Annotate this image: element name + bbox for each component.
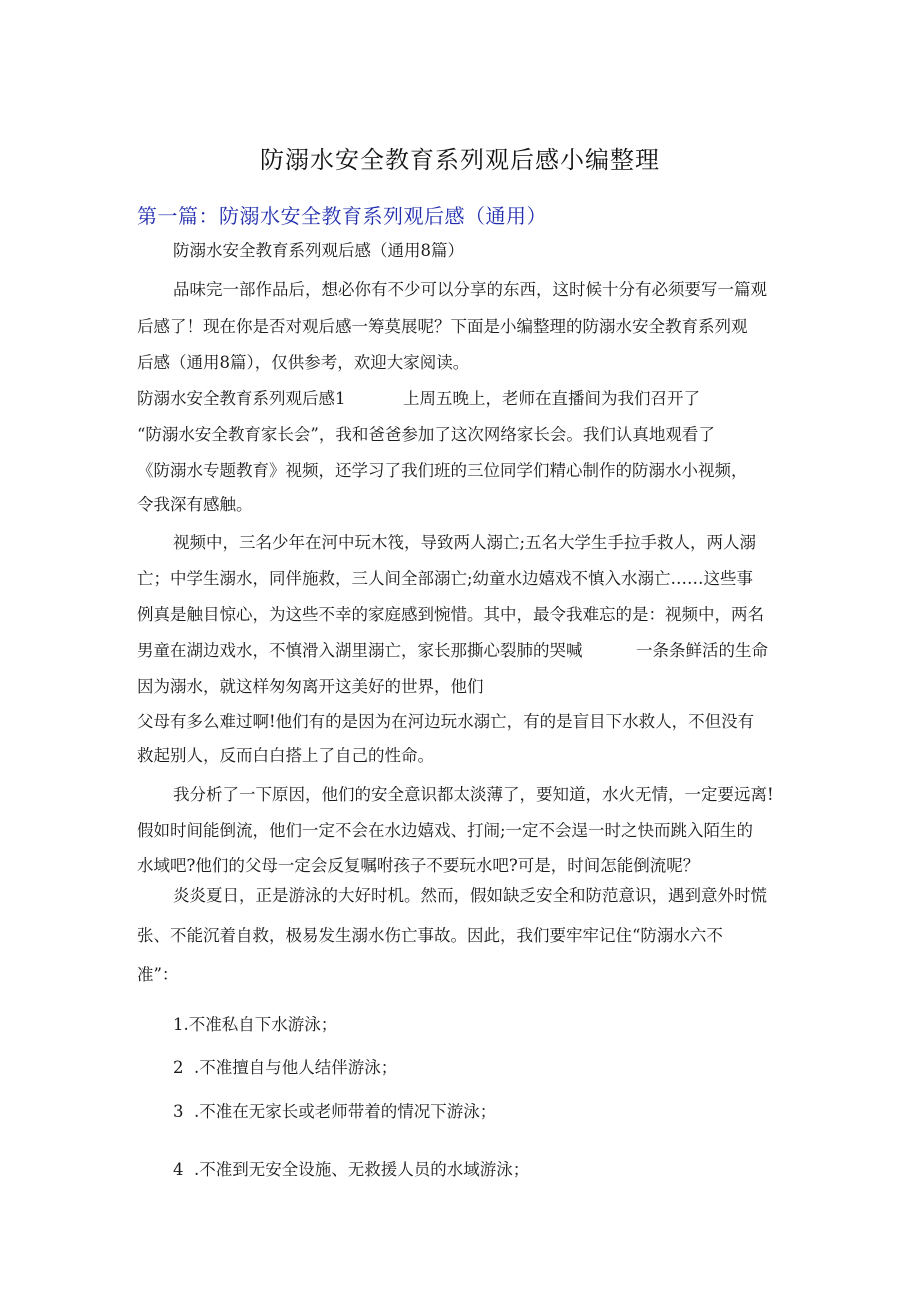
paragraph-line: 例真是触目惊心，为这些不幸的家庭感到惋惜。其中，最令我难忘的是：视频中，两名 — [137, 605, 764, 624]
section-heading: 第一篇：防溺水安全教育系列观后感（通用） — [137, 204, 547, 228]
paragraph-line: 防溺水安全教育系列观后感1 — [137, 389, 346, 408]
paragraph-line: 令我深有感触。 — [137, 495, 253, 514]
paragraph-line: 因为溺水，就这样匆匆离开这美好的世界，他们 — [137, 677, 484, 696]
paragraph-line: 品味完一部作品后，想必你有不少可以分享的东西，这时候十分有必须要写一篇观 — [173, 280, 767, 299]
paragraph-line: 视频中，三名少年在河中玩木筏，导致两人溺亡;五名大学生手拉手救人，两人溺 — [173, 533, 757, 552]
paragraph-line: 男童在湖边戏水，不慎滑入湖里溺亡，家长那撕心裂肺的哭喊 — [137, 641, 583, 660]
rule-item: 3 .不准在无家长或老师带着的情况下游泳； — [173, 1102, 497, 1121]
paragraph-line: 上周五晚上，老师在直播间为我们召开了 — [403, 389, 700, 408]
paragraph-line: 父母有多么难过啊!他们有的是因为在河边玩水溺亡，有的是盲目下水救人，不但没有 — [137, 712, 755, 731]
paragraph-line: 后感（通用8篇），仅供参考，欢迎大家阅读。 — [137, 353, 470, 372]
subtitle: 防溺水安全教育系列观后感（通用8篇） — [173, 241, 464, 260]
paragraph-line: 炎炎夏日，正是游泳的大好时机。然而，假如缺乏安全和防范意识，遇到意外时慌 — [173, 886, 767, 905]
paragraph-line: 救起别人，反而白白搭上了自己的性命。 — [137, 746, 434, 765]
paragraph-line: 假如时间能倒流，他们一定不会在水边嬉戏、打闹;一定不会逞一时之快而跳入陌生的 — [137, 821, 754, 840]
paragraph-line: 后感了！现在你是否对观后感一筹莫展呢？下面是小编整理的防溺水安全教育系列观 — [137, 317, 748, 336]
paragraph-line: 准”： — [137, 965, 179, 984]
paragraph-line: 亡；中学生溺水，同伴施救，三人间全部溺亡;幼童水边嬉戏不慎入水溺亡……这些事 — [137, 569, 754, 588]
document-title: 防溺水安全教育系列观后感小编整理 — [260, 146, 660, 174]
rule-item: 1.不准私自下水游泳； — [173, 1015, 338, 1034]
paragraph-line: “防溺水安全教育家长会”，我和爸爸参加了这次网络家长会。我们认真地观看了 — [137, 425, 715, 444]
rule-item: 2 .不准擅自与他人结伴游泳； — [173, 1058, 398, 1077]
paragraph-line: 张、不能沉着自救，极易发生溺水伤亡事故。因此，我们要牢牢记住“防溺水六不 — [137, 926, 723, 945]
paragraph-line: 《防溺水专题教育》视频，还学习了我们班的三位同学们精心制作的防溺水小视频， — [137, 461, 748, 480]
paragraph-line: 水域吧?他们的父母一定会反复嘱咐孩子不要玩水吧?可是，时间怎能倒流呢？ — [137, 856, 700, 875]
rule-item: 4 .不准到无安全设施、无救援人员的水域游泳； — [173, 1160, 530, 1179]
paragraph-line: 一条条鲜活的生命 — [636, 641, 768, 660]
paragraph-line: 我分析了一下原因，他们的安全意识都太淡薄了，要知道，水火无情，一定要远离! — [173, 785, 774, 804]
